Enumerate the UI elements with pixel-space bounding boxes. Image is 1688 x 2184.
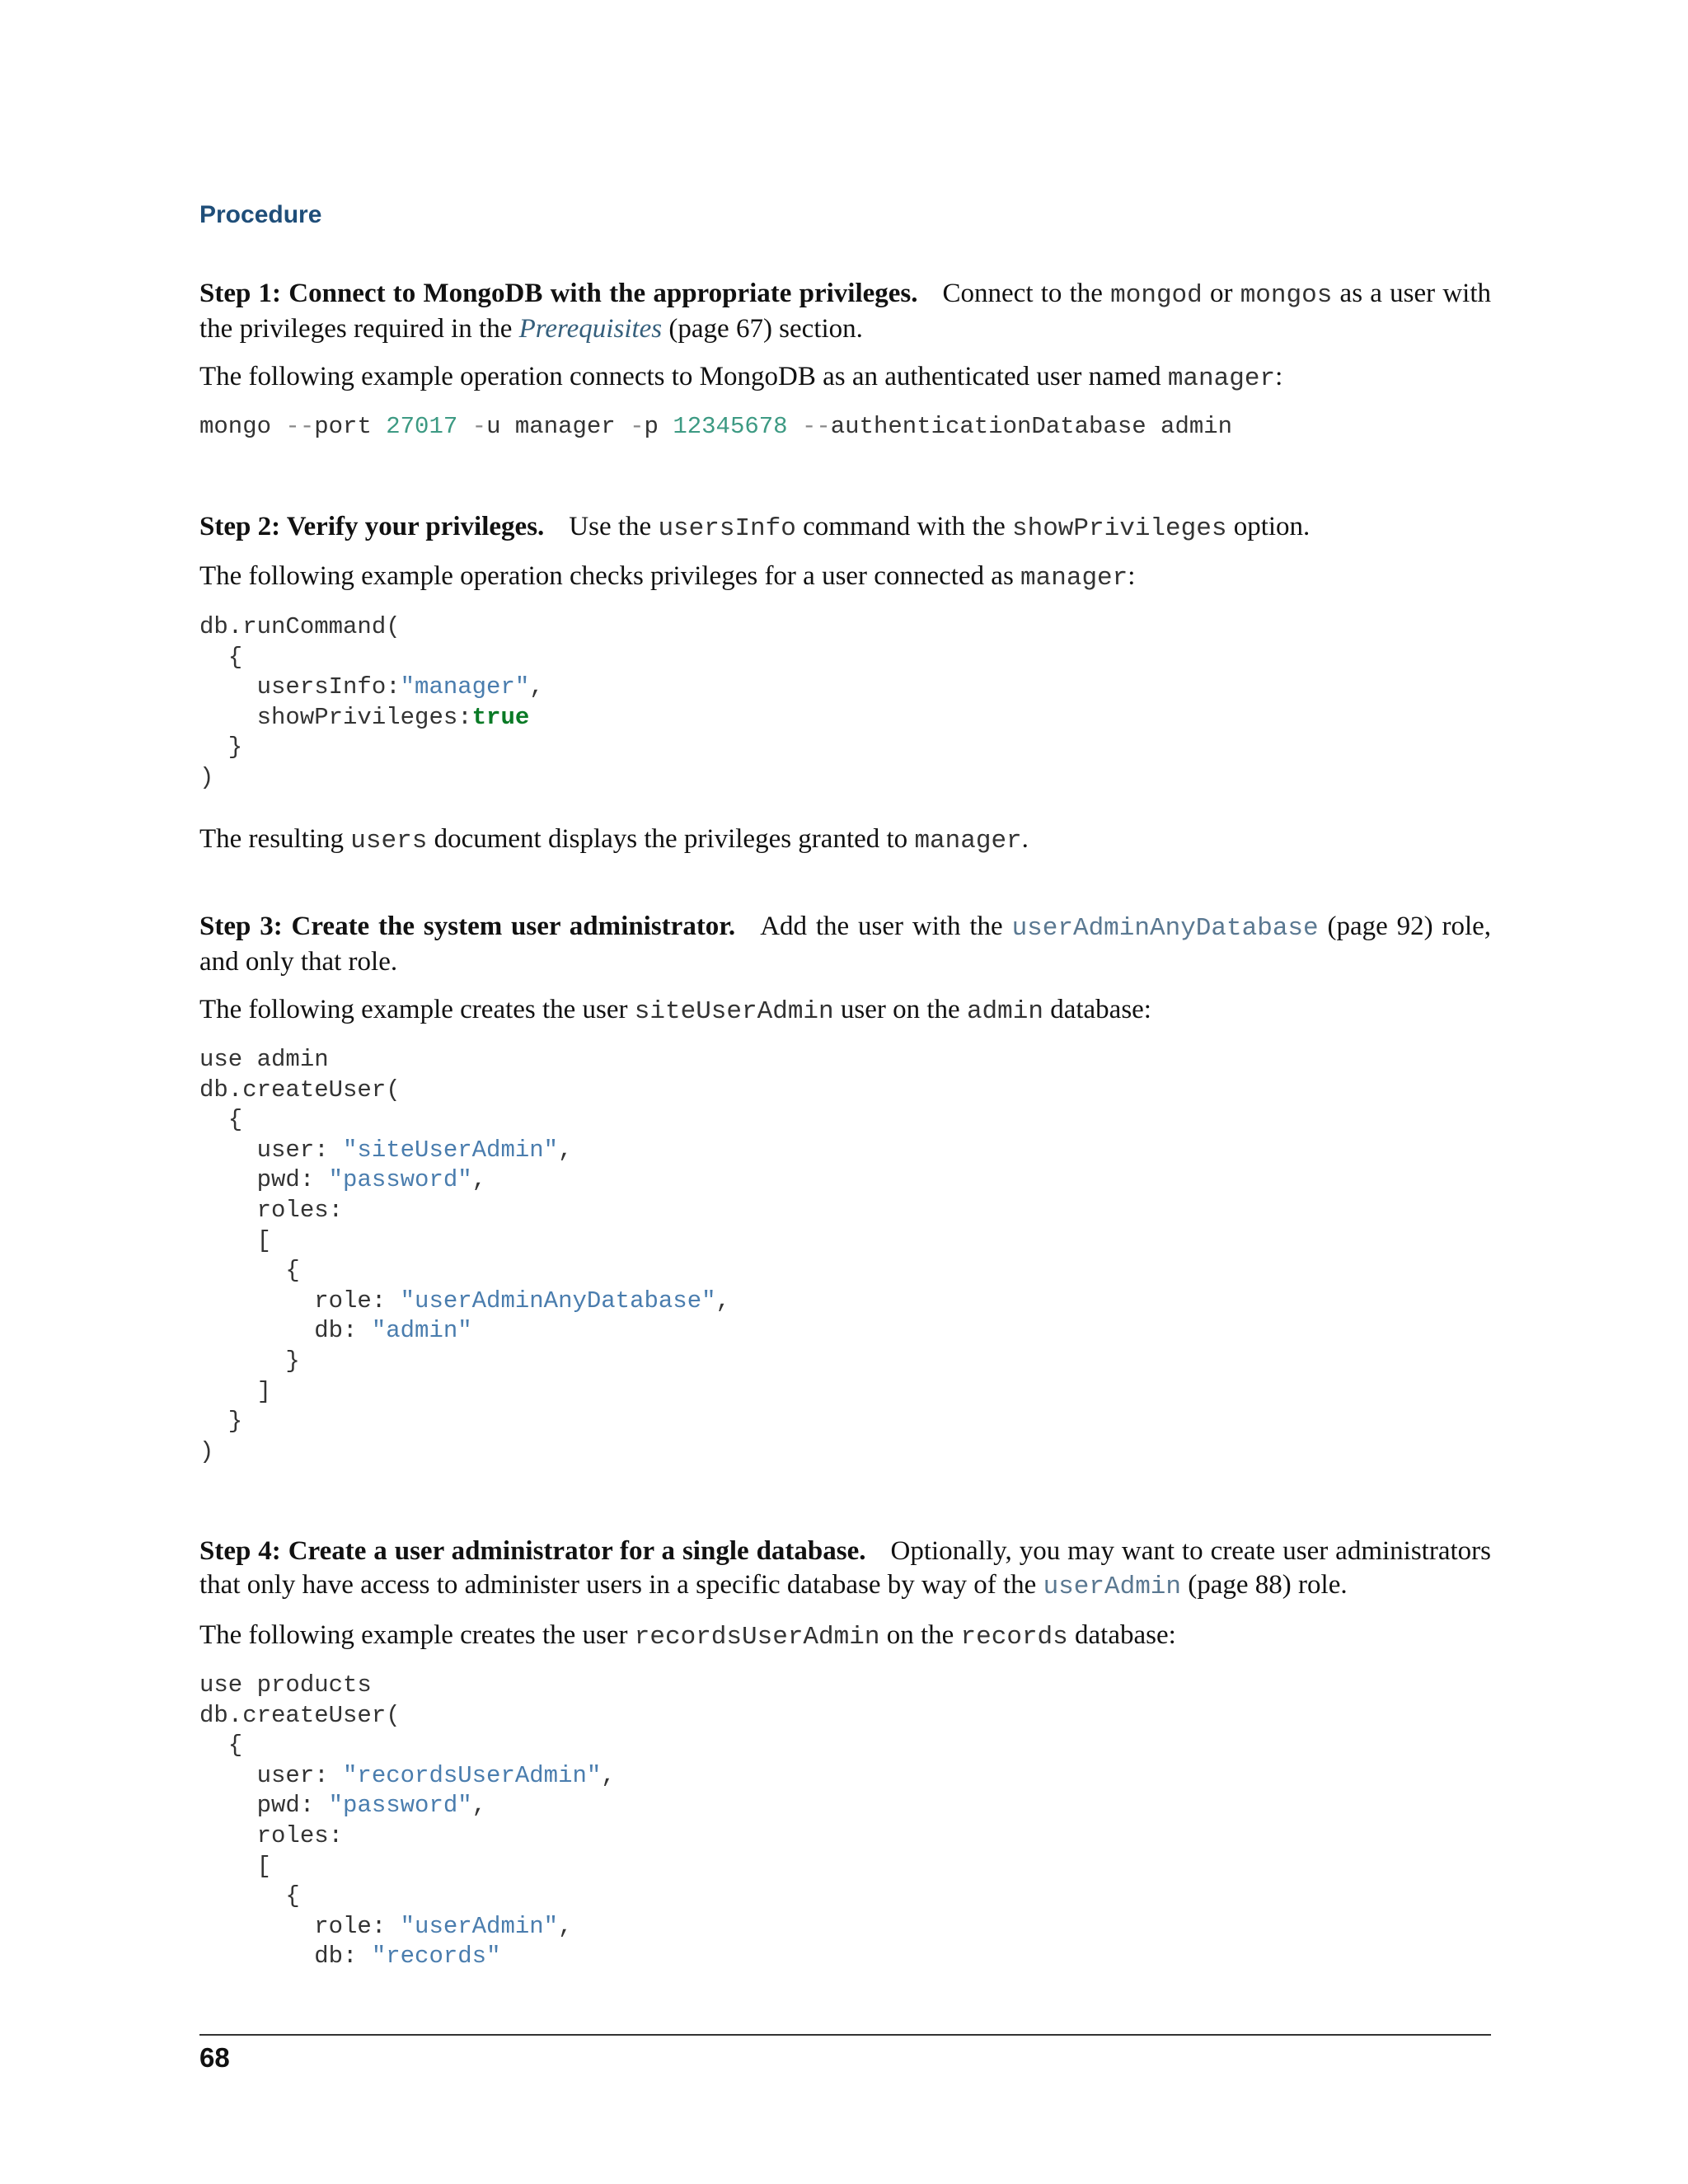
step4-code-block: use products db.createUser( { user: "recordsUserAdmin", pwd: "password", roles: [ { role: "userAdmin", db: "records" bbox=[199, 1671, 616, 1971]
prerequisites-link[interactable]: Prerequisites bbox=[518, 314, 663, 344]
step2-result-text: The resulting users document displays the privileges granted to manager. bbox=[199, 824, 1029, 855]
step1-title: Step 1: Connect to MongoDB with the appropriate privileges. bbox=[199, 279, 918, 308]
userAdminAnyDatabase-link[interactable]: userAdminAnyDatabase bbox=[1011, 914, 1319, 943]
step3-paragraph: Step 3: Create the system user administrator. Add the user with the userAdminAnyDatabase (page 92) role, and only that role. bbox=[199, 912, 1492, 977]
code-mongos: mongos bbox=[1240, 281, 1333, 310]
step1-example-text: The following example operation connects to MongoDB as an authenticated user named manager: bbox=[199, 362, 1283, 393]
step3-code-block: use admin db.createUser( { user: "siteUserAdmin", pwd: "password", roles: [ { role: "userAdminAnyDatabase", db: "admin" } ] } ) bbox=[199, 1046, 730, 1465]
step4-example-text: The following example creates the user recordsUserAdmin on the records database: bbox=[199, 1620, 1176, 1652]
step2-paragraph: Step 2: Verify your privileges. Use the usersInfo command with the showPrivileges option. bbox=[199, 512, 1311, 543]
step1-paragraph: Step 1: Connect to MongoDB with the appropriate privileges. Connect to the mongod or mongos as a user with the privileges required in the Prerequisites (page 67) section. bbox=[199, 279, 1491, 344]
footer-rule bbox=[199, 2034, 1491, 2036]
userAdmin-link[interactable]: userAdmin bbox=[1043, 1572, 1182, 1601]
page-number: 68 bbox=[199, 2042, 230, 2073]
code-mongod: mongod bbox=[1110, 281, 1203, 310]
step4-title: Step 4: Create a user administrator for a single database. bbox=[199, 1536, 866, 1566]
step2-code-block: db.runCommand( { usersInfo:"manager", showPrivileges:true } ) bbox=[199, 613, 544, 791]
step1-code-block: mongo --port 27017 -u manager -p 12345678 --authenticationDatabase admin bbox=[199, 413, 1233, 440]
step2-example-text: The following example operation checks privileges for a user connected as manager: bbox=[199, 561, 1136, 593]
step3-example-text: The following example creates the user siteUserAdmin user on the admin database: bbox=[199, 995, 1151, 1026]
step3-title: Step 3: Create the system user administrator. bbox=[199, 912, 736, 941]
step2-title: Step 2: Verify your privileges. bbox=[199, 512, 545, 541]
step4-paragraph: Step 4: Create a user administrator for a single database. Optionally, you may want to create user administrators that only have access to administer users in a specific database by way of the userAdmin (page 88) role. bbox=[199, 1536, 1491, 1601]
section-heading: Procedure bbox=[199, 201, 322, 228]
